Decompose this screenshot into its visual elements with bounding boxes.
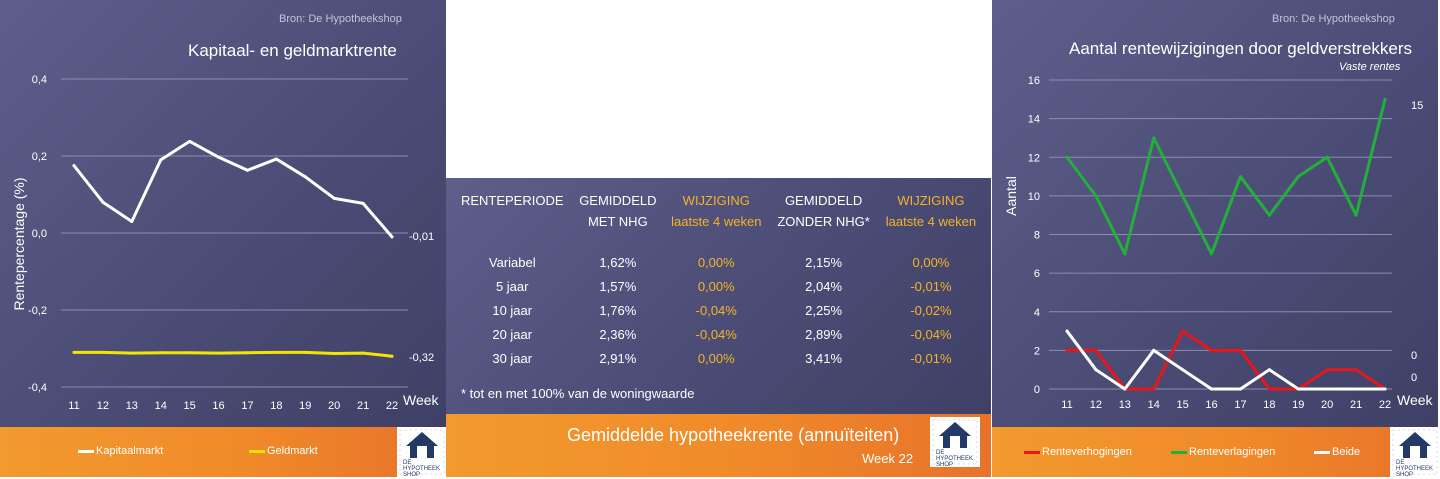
- y-tick-label: 12: [1027, 152, 1040, 165]
- table-cell: 2,89%: [805, 326, 843, 342]
- legend-label: Geldmarkt: [267, 445, 318, 457]
- table-cell: 20 jaar: [492, 326, 533, 342]
- table-row: [452, 346, 984, 370]
- data-point: [1297, 388, 1300, 391]
- x-tick-label: 19: [1292, 399, 1305, 411]
- legend-label: Beide: [1332, 446, 1361, 458]
- legend-swatch: [78, 450, 94, 453]
- svg-text:SHOP: SHOP: [1396, 472, 1414, 477]
- data-point: [1384, 388, 1387, 391]
- right-chart-svg: [992, 0, 1438, 427]
- data-point: [1152, 388, 1155, 391]
- header-renteperiode: RENTEPERIODE: [460, 193, 564, 208]
- table-row: [452, 322, 984, 346]
- table-cell: 2,36%: [599, 326, 637, 342]
- y-tick-label: 8: [1033, 229, 1040, 242]
- header-gemiddeld-zonder-nhg: GEMIDDELD ZONDER NHG*: [777, 193, 870, 229]
- table-cell: 0,00%: [697, 350, 735, 366]
- data-point: [1152, 349, 1155, 352]
- x-tick-label: 17: [1234, 399, 1247, 411]
- svg-text:HYPOTHEEK: HYPOTHEEK: [936, 456, 974, 462]
- x-tick-label: 15: [183, 400, 196, 412]
- x-tick-label: 13: [125, 400, 138, 412]
- data-point: [1210, 388, 1213, 391]
- y-axis-label: Rentepercentage (%): [11, 177, 27, 311]
- data-point: [1094, 349, 1097, 352]
- x-tick-label: 19: [299, 400, 312, 412]
- y-tick-label: 10: [1027, 190, 1040, 203]
- x-tick-label: 15: [1176, 399, 1189, 411]
- svg-text:DE: DE: [936, 450, 945, 456]
- x-tick-label: 12: [1089, 399, 1103, 411]
- data-point: [1123, 388, 1126, 391]
- y-tick-label: 0,4: [31, 74, 47, 86]
- data-point: [188, 351, 191, 354]
- data-point: [246, 351, 249, 354]
- hypotheekshop-logo: [397, 427, 447, 477]
- data-point: [1268, 388, 1271, 391]
- y-tick-label: 16: [1027, 75, 1040, 87]
- x-tick-label: 22: [385, 400, 399, 412]
- table-spacer-row: [452, 234, 984, 250]
- data-point: [1355, 214, 1358, 217]
- svg-text:HYPOTHEEK: HYPOTHEEK: [403, 466, 441, 472]
- end-value-label: 0: [1411, 350, 1418, 362]
- table-cell: -0,01%: [910, 350, 952, 366]
- data-point: [1181, 330, 1184, 333]
- table-cell: 1,76%: [599, 302, 637, 318]
- x-tick-label: 20: [1321, 399, 1334, 411]
- table-row: [452, 274, 984, 298]
- data-point: [1268, 214, 1271, 217]
- table-cell: Variabel: [488, 254, 536, 270]
- x-tick-label: 11: [1061, 399, 1073, 411]
- x-tick-label: 16: [212, 400, 225, 412]
- data-point: [159, 351, 162, 354]
- table-cell: 10 jaar: [492, 302, 533, 318]
- house-logo-icon: [1390, 427, 1440, 477]
- series-line-renteverhogingen: [1067, 331, 1385, 389]
- y-tick-label: 0,2: [31, 151, 47, 163]
- table-cell: 2,04%: [805, 278, 843, 294]
- svg-text:SHOP: SHOP: [403, 472, 421, 477]
- data-point: [275, 351, 278, 354]
- legend-item-kapitaalmarkt: [78, 445, 163, 457]
- series-line-renteverlagingen: [1067, 99, 1385, 254]
- table-cell: -0,01%: [910, 278, 952, 294]
- house-logo-icon: [397, 427, 447, 477]
- data-point: [1123, 252, 1126, 255]
- x-tick-label: 18: [270, 400, 283, 412]
- table-cell: 30 jaar: [492, 350, 533, 366]
- left-chart-svg: [0, 0, 446, 427]
- data-point: [1239, 175, 1242, 178]
- hypotheekshop-logo: [1390, 427, 1440, 477]
- x-tick-label: 11: [68, 400, 80, 412]
- table-cell: 0,00%: [697, 278, 735, 294]
- svg-text:DE: DE: [403, 460, 412, 466]
- right-chart-subtitle: Vaste rentes: [1339, 61, 1401, 73]
- x-tick-label: 20: [328, 400, 341, 412]
- x-tick-label: 14: [154, 400, 167, 412]
- data-point: [1268, 368, 1271, 371]
- data-point: [1326, 388, 1329, 391]
- x-tick-label: 13: [1118, 399, 1131, 411]
- header-wijziging-zonder-nhg: WIJZIGING laatste 4 weken: [885, 193, 977, 229]
- series-line-beide: [1067, 331, 1385, 389]
- x-tick-label: 12: [96, 400, 110, 412]
- x-axis-label: Week: [403, 392, 439, 408]
- legend-label: Kapitaalmarkt: [96, 445, 164, 457]
- data-point: [1239, 349, 1242, 352]
- left-source: Bron: De Hypotheekshop: [279, 13, 402, 25]
- legend-label: Renteverhogingen: [1042, 446, 1132, 458]
- table-cell: -0,04%: [910, 326, 952, 342]
- left-chart-title: Kapitaal- en geldmarktrente: [188, 41, 397, 60]
- end-value-label: 0: [1411, 372, 1418, 384]
- data-point: [217, 156, 220, 159]
- table-row: [452, 298, 984, 322]
- x-tick-label: 16: [1205, 399, 1218, 411]
- data-point: [362, 202, 365, 205]
- data-point: [159, 158, 162, 161]
- data-point: [391, 355, 394, 358]
- data-point: [275, 158, 278, 161]
- table-cell: 2,25%: [805, 302, 843, 318]
- data-point: [304, 351, 307, 354]
- hypotheekshop-logo: [930, 417, 980, 467]
- x-axis-label: Week: [1397, 392, 1433, 408]
- data-point: [130, 352, 133, 355]
- data-point: [1326, 368, 1329, 371]
- legend-item-renteverlagingen: [1171, 446, 1275, 458]
- data-point: [1094, 194, 1097, 197]
- legend-item-renteverhogingen: [1024, 446, 1132, 458]
- data-point: [1297, 175, 1300, 178]
- table-cell: 5 jaar: [495, 278, 529, 294]
- data-point: [1066, 349, 1069, 352]
- table-cell: -0,02%: [910, 302, 952, 318]
- data-point: [362, 352, 365, 355]
- table-cell: -0,04%: [695, 302, 737, 318]
- table-cell: 1,62%: [599, 254, 637, 270]
- table-footnote: * tot en met 100% van de woningwaarde: [461, 386, 695, 401]
- table-cell: 3,41%: [805, 350, 843, 366]
- table-row: [452, 250, 984, 274]
- svg-text:HYPOTHEEK: HYPOTHEEK: [1396, 466, 1434, 472]
- y-tick-label: 6: [1033, 268, 1040, 281]
- data-point: [1210, 349, 1213, 352]
- data-point: [1066, 156, 1069, 159]
- x-tick-label: 17: [241, 400, 254, 412]
- data-point: [1239, 388, 1242, 391]
- table-cell: 1,57%: [599, 278, 637, 294]
- data-point: [1355, 388, 1358, 391]
- x-tick-label: 21: [356, 400, 370, 412]
- data-point: [1094, 368, 1097, 371]
- mortgage-panel-title: Gemiddelde hypotheekrente (annuïteiten): [567, 425, 900, 445]
- data-point: [1384, 98, 1387, 101]
- svg-text:SHOP: SHOP: [936, 462, 954, 467]
- end-value-label: 15: [1411, 100, 1424, 112]
- y-tick-label: 14: [1027, 113, 1040, 126]
- week-label: Week 22: [862, 451, 914, 466]
- data-point: [1181, 194, 1184, 197]
- y-tick-label: -0,2: [28, 305, 47, 317]
- legend-swatch: [1024, 451, 1040, 454]
- mortgage-rates-table: [452, 188, 984, 370]
- y-tick-label: 2: [1033, 345, 1040, 358]
- header-wijziging-met-nhg: WIJZIGING laatste 4 weken: [671, 193, 762, 229]
- table-cell: 0,00%: [912, 254, 950, 270]
- data-point: [1181, 368, 1184, 371]
- y-tick-label: -0,4: [28, 382, 47, 394]
- data-point: [101, 201, 104, 204]
- data-point: [1326, 156, 1329, 159]
- right-source: Bron: De Hypotheekshop: [1272, 13, 1395, 25]
- data-point: [391, 235, 394, 238]
- table-cell: -0,04%: [695, 326, 737, 342]
- data-point: [333, 197, 336, 200]
- data-point: [1066, 330, 1069, 333]
- y-axis-label: Aantal: [1003, 176, 1019, 216]
- data-point: [73, 351, 76, 354]
- x-tick-label: 18: [1263, 399, 1276, 411]
- left-legend-bar: [0, 427, 446, 477]
- legend-swatch: [249, 450, 265, 453]
- data-point: [1152, 136, 1155, 139]
- data-point: [333, 352, 336, 355]
- data-point: [1210, 252, 1213, 255]
- data-point: [217, 352, 220, 355]
- end-value-label: -0,32: [409, 352, 435, 364]
- x-tick-label: 21: [1349, 399, 1363, 411]
- legend-swatch: [1171, 451, 1187, 454]
- data-point: [101, 351, 104, 354]
- x-tick-label: 22: [1378, 399, 1392, 411]
- legend-item-beide: [1314, 446, 1360, 458]
- legend-swatch: [1314, 451, 1330, 454]
- table-cell: 2,15%: [805, 254, 843, 270]
- y-tick-label: 4: [1033, 306, 1040, 319]
- right-chart-title: Aantal rentewijzigingen door geldverstrekkers: [1069, 39, 1413, 58]
- data-point: [304, 175, 307, 178]
- svg-text:DE: DE: [1396, 460, 1405, 466]
- house-logo-icon: [930, 417, 980, 467]
- data-point: [130, 220, 133, 223]
- table-cell: 0,00%: [697, 254, 735, 270]
- end-value-label: -0,01: [409, 231, 435, 243]
- data-point: [188, 140, 191, 143]
- table-header-row: [452, 188, 984, 234]
- data-point: [246, 169, 249, 172]
- data-point: [73, 164, 76, 167]
- table-cell: 2,91%: [599, 350, 637, 366]
- legend-label: Renteverlagingen: [1189, 446, 1276, 458]
- legend-item-geldmarkt: [249, 445, 318, 457]
- y-tick-label: 0,0: [31, 228, 47, 240]
- header-gemiddeld-met-nhg: GEMIDDELD MET NHG: [579, 193, 657, 229]
- series-line-geldmarkt: [74, 352, 392, 356]
- y-tick-label: 0: [1033, 384, 1040, 396]
- x-tick-label: 14: [1147, 399, 1160, 411]
- data-point: [1355, 368, 1358, 371]
